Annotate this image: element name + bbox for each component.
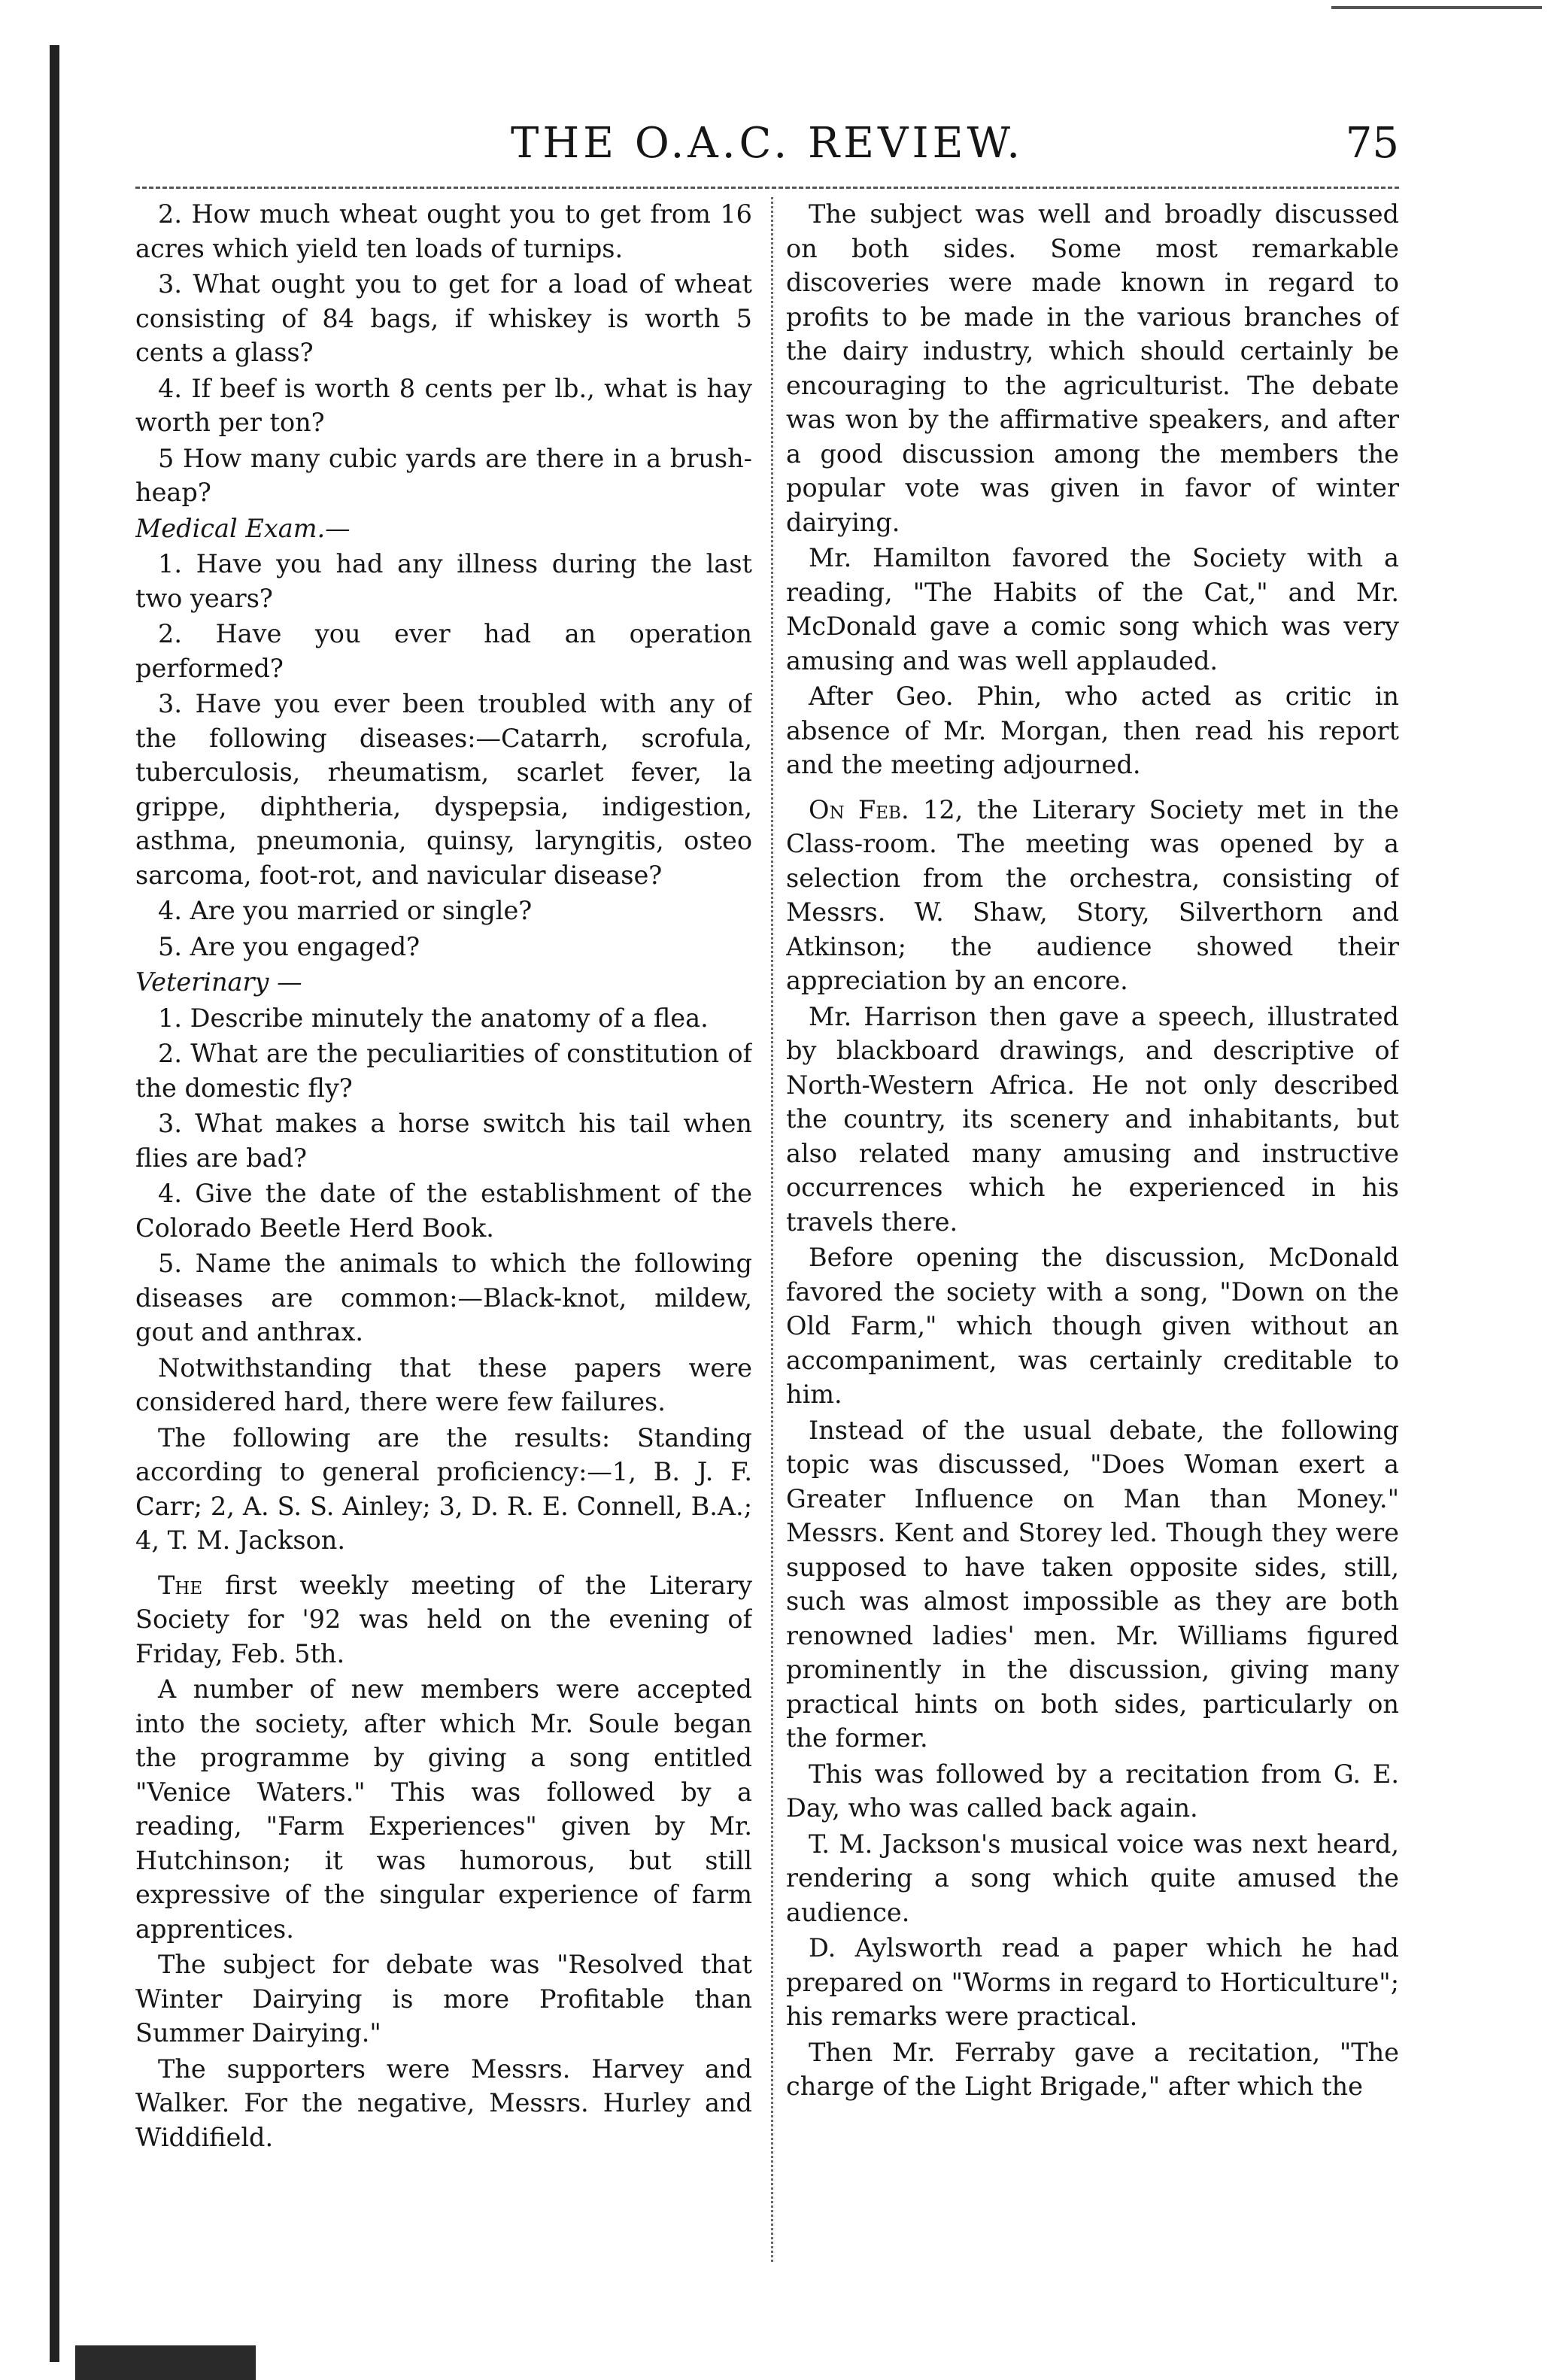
right-column [786,197,1399,2311]
page-number: 75 [1345,119,1399,168]
medical-exam-heading: Medical Exam.— [135,513,351,543]
header-rule [135,187,1399,189]
medical-question: 5. Are you engaged? [158,931,420,961]
veterinary-question: 1. Describe minutely the anatomy of a flea. [158,1003,709,1033]
page-header [135,113,1399,181]
results-paragraph: The following are the results: Standing according to general proficiency:—1, B. J. F. Carr; 2, A. S. S. Ainley; 3, D. R. E. Connell, B.A.; 4, T. M. Jackson. [135,1422,752,1555]
veterinary-question: 3. What makes a horse switch his tail when flies are bad? [135,1109,752,1173]
mcdonald-paragraph: Before opening the discussion, McDonald favored the society with a song, "Down on the Old Farm," which though given without an accompaniment, was certainly creditable to him. [786,1243,1399,1409]
medical-question: 2. Have you ever had an operation performed? [135,619,752,683]
jackson-paragraph: T. M. Jackson's musical voice was next heard, rendering a song which quite amused the audience. [786,1829,1399,1927]
supporters-paragraph: The supporters were Messrs. Harvey and Walker. For the negative, Messrs. Hurley and Widdifield. [135,2054,752,2152]
phin-paragraph: After Geo. Phin, who acted as critic in absence of Mr. Morgan, then read his report and the meeting adjourned. [786,682,1399,779]
ferraby-paragraph: Then Mr. Ferraby gave a recitation, "The charge of the Light Brigade," after which the [786,2037,1399,2101]
exam-question: 2. How much wheat ought you to get from 16 acres which yield ten loads of turnips. [135,199,752,263]
feb12-lead: On Feb. [809,794,909,824]
discussion-paragraph: The subject was well and broadly discussed on both sides. Some most remarkable discoveries were made known in regard to profits to be made in the various branches of the dairy industry, which should certainly be encouraging to the agriculturist. The debate was won by the affirmative speakers, and after a good discussion among the members the popular vote was given in favor of winter dairying. [786,199,1399,537]
failures-paragraph: Notwithstanding that these papers were considered hard, there were few failures. [135,1352,752,1416]
column-divider [771,197,773,2262]
binding-edge [50,45,59,2362]
veterinary-heading: Veterinary — [135,967,302,997]
first-meeting-paragraph [135,1568,752,1671]
first-meeting-lead: The [158,1570,203,1600]
topic-paragraph: Instead of the usual debate, the following topic was discussed, "Does Woman exert a Greater Influence on Man than Money." Messrs. Kent and Storey led. Though they were supposed to have taken opposite sides, still, such was almost impossible as they are both renowned ladies' men. Mr. Williams figured prominently in the discussion, giving many practical hints on both sides, particularly on the former. [786,1415,1399,1753]
exam-question: 5 How many cubic yards are there in a brush-heap? [135,443,752,507]
veterinary-question: 4. Give the date of the establishment of the Colorado Beetle Herd Book. [135,1179,752,1243]
exam-question: 4. If beef is worth 8 cents per lb., what is hay worth per ton? [135,373,752,437]
veterinary-question: 5. Name the animals to which the following diseases are common:—Black-knot, mildew, gout and anthrax. [135,1249,752,1346]
running-title: THE O.A.C. REVIEW. [510,119,1024,168]
hamilton-paragraph: Mr. Hamilton favored the Society with a reading, "The Habits of the Cat," and Mr. McDonald gave a comic song which was very amusing and was well applauded. [786,543,1399,675]
medical-question: 4. Are you married or single? [158,896,533,925]
aylsworth-paragraph: D. Aylsworth read a paper which he had prepared on "Worms in regard to Horticulture"; his remarks were practical. [786,1933,1399,2031]
debate-subject-paragraph: The subject for debate was "Resolved that Winter Dairying is more Profitable than Summer Dairying." [135,1950,752,2048]
first-meeting-text: first weekly meeting of the Literary Society for '92 was held on the evening of Friday, Feb. 5th. [135,1570,752,1668]
feb12-text: 12, the Literary Society met in the Class-room. The meeting was opened by a selection from the orchestra, consisting of Messrs. W. Shaw, Story, Silverthorn and Atkinson; the audience showed their appreciation by an encore. [786,794,1399,995]
exam-question: 3. What ought you to get for a load of wheat consisting of 84 bags, if whiskey is worth 5 cents a glass? [135,269,752,367]
scan-smudge [75,2345,256,2380]
veterinary-question: 2. What are the peculiarities of constitution of the domestic fly? [135,1039,752,1103]
feb12-paragraph [786,793,1399,998]
left-column [135,197,752,2311]
day-paragraph: This was followed by a recitation from G. E. Day, who was called back again. [786,1759,1399,1823]
harrison-paragraph: Mr. Harrison then gave a speech, illustrated by blackboard drawings, and descriptive of North-Western Africa. He not only described the country, its scenery and inhabitants, but also related many amusing and instructive occurrences which he experienced in his travels there. [786,1001,1399,1237]
medical-question: 1. Have you had any illness during the last two years? [135,549,752,613]
medical-question: 3. Have you ever been troubled with any of the following diseases:—Catarrh, scrofula, tuberculosis, rheumatism, scarlet fever, la grippe, diphtheria, dyspepsia, indigestion, asthma, pneumonia, quinsy, laryngitis, osteo sarcoma, foot-rot, and navicular disease? [135,689,752,890]
scan-mark [1331,6,1542,9]
new-members-paragraph: A number of new members were accepted into the society, after which Mr. Soule began the programme by giving a song entitled "Venice Waters." This was followed by a reading, "Farm Experiences" given by Mr. Hutchinson; it was humorous, but still expressive of the singular experience of farm apprentices. [135,1674,752,1944]
